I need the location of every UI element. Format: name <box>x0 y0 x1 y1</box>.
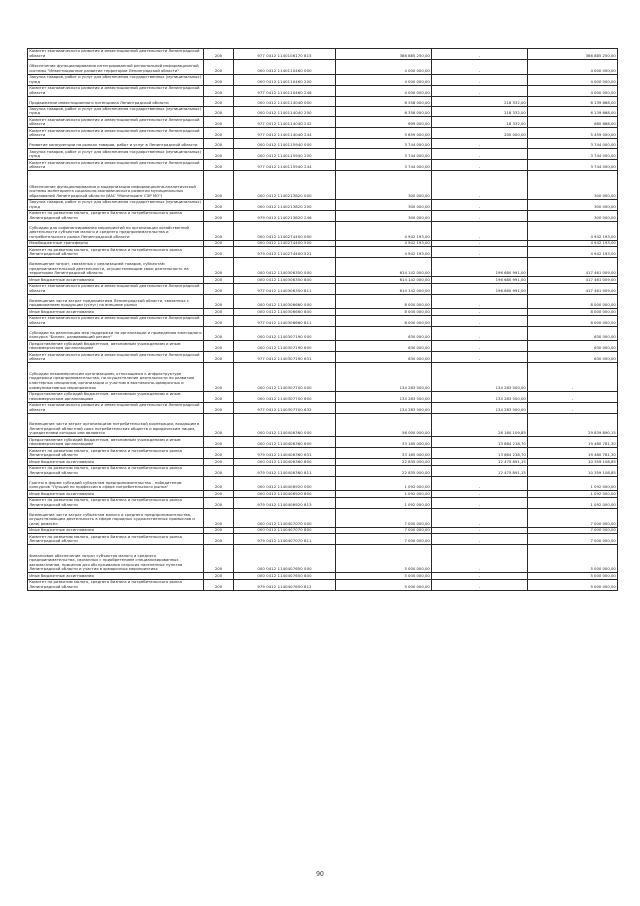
row-name-cell: Комитет по развитию малого, среднего бизнеса и потребительского рынка Ленинградской области <box>28 247 204 258</box>
row-code-cell: 200 <box>204 413 234 437</box>
row-code-cell: 200 <box>204 491 234 497</box>
row-executed-cell: 26 160 109,85 <box>432 413 528 437</box>
row-remaining-cell: - <box>528 402 618 413</box>
row-code-cell: 200 <box>204 106 234 117</box>
row-plan-cell: 8 000 000,00 <box>336 315 432 326</box>
row-code-cell: 200 <box>204 277 234 283</box>
row-remaining-cell: 5 000 000,00 <box>528 573 618 579</box>
table-row <box>28 210 618 221</box>
row-code-cell: 200 <box>204 545 234 573</box>
row-remaining-cell: 19 480 781,30 <box>528 437 618 448</box>
budget-report-page <box>27 48 617 591</box>
row-executed-cell: - <box>432 149 528 160</box>
row-name-cell: Возмещение части затрат организациям потребительской кооперации, входящим в Ленинградский областной союз потребительских обществ и юридическим лицам, учредителями которых они являются <box>28 413 204 437</box>
row-name-cell: Комитет по развитию малого, среднего бизнеса и потребительского рынка Ленинградской области <box>28 579 204 590</box>
row-executed-cell: 134 283 500,00 <box>432 363 528 391</box>
row-executed-cell: - <box>432 476 528 491</box>
table-row <box>28 391 618 402</box>
table-row <box>28 437 618 448</box>
row-name-cell: Закупка товаров, работ и услуг для обеспечения государственных (муниципальных) нужд <box>28 74 204 85</box>
row-code-cell: 200 <box>204 49 234 60</box>
row-executed-cell: 196 680 991,00 <box>432 277 528 283</box>
row-name-cell: Гранты в форме субсидий субъектам предпринимательства - победителям конкурсов "Лучший по профессии в сфере потребительского рынка" <box>28 476 204 491</box>
row-executed-cell: 13 684 218,70 <box>432 448 528 459</box>
row-name-cell: Комитет экономического развития и инвестиционной деятельности Ленинградской области <box>28 160 204 171</box>
row-name-cell: Комитет по развитию малого, среднего бизнеса и потребительского рынка Ленинградской области <box>28 534 204 545</box>
row-classification-cell: 979 0412 1140407650 812 <box>234 579 336 590</box>
row-name-cell: Предоставление субсидий бюджетным, автономным учреждениям и иным некоммерческим организациям <box>28 437 204 448</box>
row-remaining-cell: 4 942 193,00 <box>528 240 618 246</box>
row-name-cell: Комитет экономического развития и инвестиционной деятельности Ленинградской области <box>28 352 204 363</box>
row-code-cell: 200 <box>204 341 234 352</box>
row-classification-cell: 977 0412 1140106170 815 <box>234 49 336 60</box>
row-remaining-cell: 1 092 000,00 <box>528 476 618 491</box>
row-classification-cell: 000 0412 1140115940 200 <box>234 149 336 160</box>
row-plan-cell: 3 744 000,00 <box>336 160 432 171</box>
row-code-cell: 200 <box>204 309 234 315</box>
row-remaining-cell: 4 000 000,00 <box>528 85 618 96</box>
row-plan-cell: 33 165 000,00 <box>336 437 432 448</box>
row-executed-cell: - <box>432 49 528 60</box>
row-code-cell: 200 <box>204 199 234 210</box>
row-remaining-cell: 5 000 000,00 <box>528 545 618 573</box>
row-classification-cell: 000 0412 1140307700 600 <box>234 391 336 402</box>
row-executed-cell: - <box>432 160 528 171</box>
row-executed-cell: - <box>432 315 528 326</box>
row-executed-cell: - <box>432 199 528 210</box>
table-row <box>28 579 618 590</box>
row-executed-cell: - <box>432 508 528 527</box>
row-remaining-cell: 1 092 000,00 <box>528 497 618 508</box>
row-executed-cell: 218 332,00 <box>432 96 528 106</box>
row-plan-cell: 56 000 000,00 <box>336 413 432 437</box>
row-classification-cell: 000 0412 1140274400 000 <box>234 221 336 240</box>
row-executed-cell: - <box>432 326 528 341</box>
row-classification-cell: 000 0412 1140114040 200 <box>234 106 336 117</box>
row-classification-cell: 979 0412 1140406360 811 <box>234 465 336 476</box>
row-remaining-cell: 300 000,00 <box>528 171 618 199</box>
table-row <box>28 49 618 60</box>
row-classification-cell: 979 0412 1140213820 246 <box>234 210 336 221</box>
row-name-cell: Развитие конкуренции на рынках товаров, работ и услуг в Ленинградской области <box>28 139 204 149</box>
row-code-cell: 200 <box>204 258 234 277</box>
row-name-cell: Субсидии некоммерческим организациям, относящимся к инфраструктуре поддержки предпринимательства, на осуществление деятельности по развитию кластерных инициатив, организации и участию в выставочно-ярмарочных и коммуникативных мероприятиях <box>28 363 204 391</box>
row-executed-cell: - <box>432 221 528 240</box>
row-plan-cell: 3 744 000,00 <box>336 139 432 149</box>
row-name-cell: Комитет по развитию малого, среднего бизнеса и потребительского рынка Ленинградской области <box>28 210 204 221</box>
row-plan-cell: 614 142 000,00 <box>336 277 432 283</box>
row-plan-cell: 134 283 500,00 <box>336 363 432 391</box>
row-remaining-cell: 7 000 000,00 <box>528 508 618 527</box>
row-plan-cell: 630 000,00 <box>336 326 432 341</box>
row-code-cell: 200 <box>204 160 234 171</box>
row-executed-cell: - <box>432 545 528 573</box>
row-classification-cell: 977 0412 1140115940 244 <box>234 160 336 171</box>
row-plan-cell: 6 358 000,00 <box>336 106 432 117</box>
row-name-cell: Предоставление субсидий бюджетным, автономным учреждениям и иным некоммерческим организациям <box>28 341 204 352</box>
row-plan-cell: 4 942 193,00 <box>336 240 432 246</box>
row-name-cell: Комитет по развитию малого, среднего бизнеса и потребительского рынка Ленинградской области <box>28 448 204 459</box>
row-classification-cell: 000 0412 1140306350 800 <box>234 277 336 283</box>
row-executed-cell: 134 283 500,00 <box>432 402 528 413</box>
row-code-cell: 200 <box>204 465 234 476</box>
row-classification-cell: 000 0412 1140114040 000 <box>234 96 336 106</box>
row-plan-cell: 22 835 000,00 <box>336 459 432 465</box>
row-remaining-cell: 417 461 009,00 <box>528 258 618 277</box>
row-plan-cell: 5 659 000,00 <box>336 128 432 139</box>
row-classification-cell: 000 0412 1140110460 000 <box>234 59 336 74</box>
row-code-cell: 200 <box>204 573 234 579</box>
table-row <box>28 465 618 476</box>
row-classification-cell: 000 0412 1140406920 000 <box>234 476 336 491</box>
row-classification-cell: 000 0412 1140407070 000 <box>234 508 336 527</box>
row-name-cell: Возмещение части затрат субъектам малого и среднего предпринимательства, осуществляющим деятельность в сфере народных художественных промыслов и (или) ремесел <box>28 508 204 527</box>
row-classification-cell: 000 0412 1140406920 800 <box>234 491 336 497</box>
row-remaining-cell: 4 000 000,00 <box>528 59 618 74</box>
row-name-cell: Комитет по развитию малого, среднего бизнеса и потребительского рынка Ленинградской области <box>28 497 204 508</box>
row-name-cell: Возмещение затрат, связанных с реализацией товаров, субъектам предпринимательской деятельности, осуществляющим свою деятельность на территории Ленинградской области <box>28 258 204 277</box>
row-plan-cell: 7 000 000,00 <box>336 534 432 545</box>
row-classification-cell: 000 0412 1140406360 600 <box>234 437 336 448</box>
row-classification-cell: 000 0412 1140213820 000 <box>234 171 336 199</box>
row-plan-cell: 7 000 000,00 <box>336 527 432 533</box>
row-name-cell: Иные бюджетные ассигнования <box>28 573 204 579</box>
row-executed-cell: - <box>432 85 528 96</box>
table-row <box>28 326 618 341</box>
row-plan-cell: 6 358 000,00 <box>336 96 432 106</box>
table-row <box>28 106 618 117</box>
row-code-cell: 200 <box>204 391 234 402</box>
row-plan-cell: 3 744 000,00 <box>336 149 432 160</box>
row-code-cell: 200 <box>204 294 234 309</box>
row-executed-cell: - <box>432 240 528 246</box>
row-remaining-cell: 19 480 781,30 <box>528 448 618 459</box>
row-name-cell: Продвижение инвестиционного потенциала Ленинградской области <box>28 96 204 106</box>
row-name-cell: Субсидии на реализацию мер поддержки по организации и проведению ежегодного конкурса "Бизнес, развивающий регион" <box>28 326 204 341</box>
row-plan-cell: 630 000,00 <box>336 341 432 352</box>
row-remaining-cell: 300 000,00 <box>528 199 618 210</box>
table-row <box>28 341 618 352</box>
row-remaining-cell: 8 000 000,00 <box>528 294 618 309</box>
row-remaining-cell: 300 000,00 <box>528 210 618 221</box>
row-classification-cell: 977 0412 1140307700 632 <box>234 402 336 413</box>
budget-table <box>27 48 618 591</box>
row-plan-cell: 8 000 000,00 <box>336 309 432 315</box>
row-plan-cell: 134 283 500,00 <box>336 402 432 413</box>
row-plan-cell: 699 000,00 <box>336 117 432 128</box>
row-name-cell: Закупка товаров, работ и услуг для обеспечения государственных (муниципальных) нужд <box>28 106 204 117</box>
row-name-cell: Комитет экономического развития и инвестиционной деятельности Ленинградской области <box>28 402 204 413</box>
row-name-cell: Субсидии для софинансирования мероприятий по организации хозяйственной деятельности субъектов малого и среднего предпринимательства и потребительского рынка Ленинградской области <box>28 221 204 240</box>
table-row <box>28 283 618 294</box>
row-plan-cell: 630 000,00 <box>336 352 432 363</box>
row-code-cell: 200 <box>204 283 234 294</box>
row-classification-cell: 000 0412 1140407650 800 <box>234 573 336 579</box>
row-remaining-cell: 10 359 108,85 <box>528 465 618 476</box>
row-remaining-cell: 6 139 668,00 <box>528 106 618 117</box>
table-row <box>28 117 618 128</box>
row-executed-cell: - <box>432 210 528 221</box>
row-code-cell: 200 <box>204 363 234 391</box>
row-classification-cell: 000 0412 1140306660 800 <box>234 309 336 315</box>
row-plan-cell: 5 000 000,00 <box>336 545 432 573</box>
row-executed-cell: - <box>432 171 528 199</box>
row-name-cell: Комитет экономического развития и инвестиционной деятельности Ленинградской области <box>28 49 204 60</box>
row-name-cell: Обеспечение функционирования интегрированной региональной информационной системы "Инвестиционное развитие территории Ленинградской области" <box>28 59 204 74</box>
row-name-cell: Комитет экономического развития и инвестиционной деятельности Ленинградской области <box>28 117 204 128</box>
table-row <box>28 199 618 210</box>
table-row <box>28 74 618 85</box>
row-remaining-cell: 3 744 000,00 <box>528 149 618 160</box>
row-plan-cell: 1 092 000,00 <box>336 497 432 508</box>
table-row <box>28 258 618 277</box>
row-plan-cell: 5 000 000,00 <box>336 573 432 579</box>
row-code-cell: 200 <box>204 508 234 527</box>
budget-table-body <box>28 49 618 591</box>
row-code-cell: 200 <box>204 85 234 96</box>
row-code-cell: 200 <box>204 117 234 128</box>
row-remaining-cell: 4 000 000,00 <box>528 74 618 85</box>
row-plan-cell: 4 000 000,00 <box>336 74 432 85</box>
row-classification-cell: 000 0412 1140274400 500 <box>234 240 336 246</box>
row-classification-cell: 000 0412 1140407650 000 <box>234 545 336 573</box>
row-remaining-cell: 8 000 000,00 <box>528 315 618 326</box>
table-row <box>28 363 618 391</box>
row-plan-cell: 4 942 193,00 <box>336 247 432 258</box>
row-remaining-cell: - <box>528 391 618 402</box>
table-row <box>28 545 618 573</box>
row-name-cell: Закупка товаров, работ и услуг для обеспечения государственных (муниципальных) нужд <box>28 199 204 210</box>
row-name-cell: Иные бюджетные ассигнования <box>28 491 204 497</box>
row-executed-cell: 12 475 891,15 <box>432 465 528 476</box>
row-remaining-cell: 680 668,00 <box>528 117 618 128</box>
row-remaining-cell: 5 459 000,00 <box>528 128 618 139</box>
row-name-cell: Комитет экономического развития и инвестиционной деятельности Ленинградской области <box>28 128 204 139</box>
row-code-cell: 200 <box>204 448 234 459</box>
table-row <box>28 497 618 508</box>
row-remaining-cell: 6 139 668,00 <box>528 96 618 106</box>
table-row <box>28 534 618 545</box>
row-code-cell: 200 <box>204 221 234 240</box>
table-row <box>28 315 618 326</box>
row-executed-cell: - <box>432 534 528 545</box>
row-plan-cell: 300 000,00 <box>336 210 432 221</box>
row-plan-cell: 134 283 500,00 <box>336 391 432 402</box>
table-row <box>28 149 618 160</box>
table-row <box>28 221 618 240</box>
row-code-cell: 200 <box>204 497 234 508</box>
row-classification-cell: 000 0412 1140307700 000 <box>234 363 336 391</box>
row-name-cell: Возмещение части затрат предприятиям Ленинградской области, связанных с продвижением продукции (услуг) на внешние рынки <box>28 294 204 309</box>
table-row <box>28 171 618 199</box>
row-classification-cell: 000 0412 1140407070 800 <box>234 527 336 533</box>
row-executed-cell: - <box>432 352 528 363</box>
row-classification-cell: 000 0412 1140406360 800 <box>234 459 336 465</box>
row-executed-cell: - <box>432 579 528 590</box>
row-executed-cell: 200 000,00 <box>432 128 528 139</box>
row-plan-cell: 5 000 000,00 <box>336 579 432 590</box>
row-name-cell: Финансовое обеспечение затрат субъектов малого и среднего предпринимательства, связанных с приобретением специализированных автомагазинов, прицепов для обслуживания сельских населенных пунктов Ленинградской области и участия в ярмарочных мероприятиях <box>28 545 204 573</box>
row-name-cell: Иные бюджетные ассигнования <box>28 309 204 315</box>
table-row <box>28 402 618 413</box>
row-plan-cell: 4 942 193,00 <box>336 221 432 240</box>
row-code-cell: 200 <box>204 247 234 258</box>
row-executed-cell: 13 684 218,70 <box>432 437 528 448</box>
row-classification-cell: 979 0412 1140274400 521 <box>234 247 336 258</box>
row-remaining-cell: 630 000,00 <box>528 352 618 363</box>
row-executed-cell: 218 332,00 <box>432 106 528 117</box>
row-code-cell: 200 <box>204 579 234 590</box>
row-executed-cell: 196 680 991,00 <box>432 258 528 277</box>
row-plan-cell: 4 000 000,00 <box>336 59 432 74</box>
row-code-cell: 200 <box>204 534 234 545</box>
row-name-cell: Иные бюджетные ассигнования <box>28 277 204 283</box>
row-remaining-cell: 630 000,00 <box>528 326 618 341</box>
row-name-cell: Закупка товаров, работ и услуг для обеспечения государственных (муниципальных) нужд <box>28 149 204 160</box>
row-plan-cell: 614 142 000,00 <box>336 283 432 294</box>
row-name-cell: Предоставление субсидий бюджетным, автономным учреждениям и иным некоммерческим организациям <box>28 391 204 402</box>
row-remaining-cell: 5 000 000,00 <box>528 579 618 590</box>
row-classification-cell: 000 0412 1140110460 200 <box>234 74 336 85</box>
row-classification-cell: 977 0412 1140114040 242 <box>234 117 336 128</box>
row-classification-cell: 000 0412 1140307190 000 <box>234 326 336 341</box>
row-remaining-cell: 630 000,00 <box>528 341 618 352</box>
row-classification-cell: 000 0412 1140115940 000 <box>234 139 336 149</box>
table-row <box>28 448 618 459</box>
row-classification-cell: 977 0412 1140110460 246 <box>234 85 336 96</box>
row-plan-cell: 1 092 000,00 <box>336 476 432 491</box>
row-plan-cell: 614 142 000,00 <box>336 258 432 277</box>
row-code-cell: 200 <box>204 315 234 326</box>
row-remaining-cell: 8 000 000,00 <box>528 309 618 315</box>
row-classification-cell: 000 0412 1140213820 200 <box>234 199 336 210</box>
row-classification-cell: 977 0412 1140306350 811 <box>234 283 336 294</box>
row-plan-cell: 33 165 000,00 <box>336 448 432 459</box>
row-executed-cell: - <box>432 497 528 508</box>
row-plan-cell: 300 000,00 <box>336 199 432 210</box>
row-name-cell: Комитет экономического развития и инвестиционной деятельности Ленинградской области <box>28 315 204 326</box>
row-executed-cell: - <box>432 573 528 579</box>
row-plan-cell: 7 000 000,00 <box>336 508 432 527</box>
row-remaining-cell: 7 000 000,00 <box>528 527 618 533</box>
row-name-cell: Иные бюджетные ассигнования <box>28 527 204 533</box>
row-remaining-cell: 417 461 009,00 <box>528 283 618 294</box>
row-name-cell: Иные бюджетные ассигнования <box>28 459 204 465</box>
table-row <box>28 476 618 491</box>
row-remaining-cell: 4 942 193,00 <box>528 221 618 240</box>
row-code-cell: 200 <box>204 171 234 199</box>
row-executed-cell: 12 475 891,15 <box>432 459 528 465</box>
row-code-cell: 200 <box>204 476 234 491</box>
row-executed-cell: 18 332,00 <box>432 117 528 128</box>
row-executed-cell: - <box>432 139 528 149</box>
table-row <box>28 413 618 437</box>
row-code-cell: 200 <box>204 59 234 74</box>
row-remaining-cell: 4 942 193,00 <box>528 247 618 258</box>
row-code-cell: 200 <box>204 96 234 106</box>
row-code-cell: 200 <box>204 459 234 465</box>
row-remaining-cell: 10 359 108,85 <box>528 459 618 465</box>
row-code-cell: 200 <box>204 128 234 139</box>
row-code-cell: 200 <box>204 437 234 448</box>
row-code-cell: 200 <box>204 402 234 413</box>
row-classification-cell: 979 0412 1140406360 631 <box>234 448 336 459</box>
row-name-cell: Обеспечение функционирования и модернизация информационно-аналитической системы мониторинга социально-экономического развития муниципальных образований Ленинградской области (ИАС "Мониторинг СЭР МО") <box>28 171 204 199</box>
row-remaining-cell: 3 744 000,00 <box>528 160 618 171</box>
table-row <box>28 128 618 139</box>
row-plan-cell: 300 000,00 <box>336 171 432 199</box>
table-row <box>28 96 618 106</box>
row-executed-cell: 196 680 991,00 <box>432 283 528 294</box>
row-code-cell: 200 <box>204 240 234 246</box>
row-plan-cell: 1 092 000,00 <box>336 491 432 497</box>
row-remaining-cell: 29 839 890,15 <box>528 413 618 437</box>
table-row <box>28 247 618 258</box>
row-remaining-cell: 417 461 009,00 <box>528 277 618 283</box>
row-executed-cell: - <box>432 74 528 85</box>
row-classification-cell: 000 0412 1140406360 000 <box>234 413 336 437</box>
row-remaining-cell: 1 092 000,00 <box>528 491 618 497</box>
row-classification-cell: 977 0412 1140307190 631 <box>234 352 336 363</box>
row-name-cell: Комитет экономического развития и инвестиционной деятельности Ленинградской области <box>28 85 204 96</box>
row-classification-cell: 000 0412 1140307190 600 <box>234 341 336 352</box>
row-name-cell: Комитет экономического развития и инвестиционной деятельности Ленинградской области <box>28 283 204 294</box>
row-classification-cell: 979 0412 1140406920 813 <box>234 497 336 508</box>
row-code-cell: 200 <box>204 149 234 160</box>
page-number: 90 <box>316 871 324 878</box>
row-executed-cell: - <box>432 294 528 309</box>
row-classification-cell: 977 0412 1140114040 244 <box>234 128 336 139</box>
row-executed-cell: - <box>432 309 528 315</box>
row-executed-cell: 134 283 500,00 <box>432 391 528 402</box>
row-code-cell: 200 <box>204 139 234 149</box>
row-remaining-cell: 7 000 000,00 <box>528 534 618 545</box>
table-row <box>28 139 618 149</box>
row-code-cell: 200 <box>204 352 234 363</box>
row-classification-cell: 000 0412 1140306660 000 <box>234 294 336 309</box>
row-code-cell: 200 <box>204 74 234 85</box>
table-row <box>28 85 618 96</box>
row-executed-cell: - <box>432 491 528 497</box>
row-code-cell: 200 <box>204 210 234 221</box>
row-remaining-cell: 386 885 250,00 <box>528 49 618 60</box>
row-code-cell: 200 <box>204 326 234 341</box>
row-executed-cell: - <box>432 527 528 533</box>
row-plan-cell: 22 835 000,00 <box>336 465 432 476</box>
row-executed-cell: - <box>432 247 528 258</box>
table-row <box>28 59 618 74</box>
table-row <box>28 508 618 527</box>
row-classification-cell: 977 0412 1140306660 811 <box>234 315 336 326</box>
row-name-cell: Комитет по развитию малого, среднего бизнеса и потребительского рынка Ленинградской области <box>28 465 204 476</box>
table-row <box>28 352 618 363</box>
row-executed-cell: - <box>432 341 528 352</box>
table-row <box>28 294 618 309</box>
row-code-cell: 200 <box>204 527 234 533</box>
row-plan-cell: 8 000 000,00 <box>336 294 432 309</box>
row-executed-cell: - <box>432 59 528 74</box>
row-plan-cell: 4 000 000,00 <box>336 85 432 96</box>
row-classification-cell: 979 0412 1140407070 811 <box>234 534 336 545</box>
row-classification-cell: 000 0412 1140306350 000 <box>234 258 336 277</box>
row-remaining-cell: 3 744 000,00 <box>528 139 618 149</box>
row-plan-cell: 386 885 250,00 <box>336 49 432 60</box>
row-name-cell: Межбюджетные трансферты <box>28 240 204 246</box>
row-remaining-cell: - <box>528 363 618 391</box>
table-row <box>28 160 618 171</box>
